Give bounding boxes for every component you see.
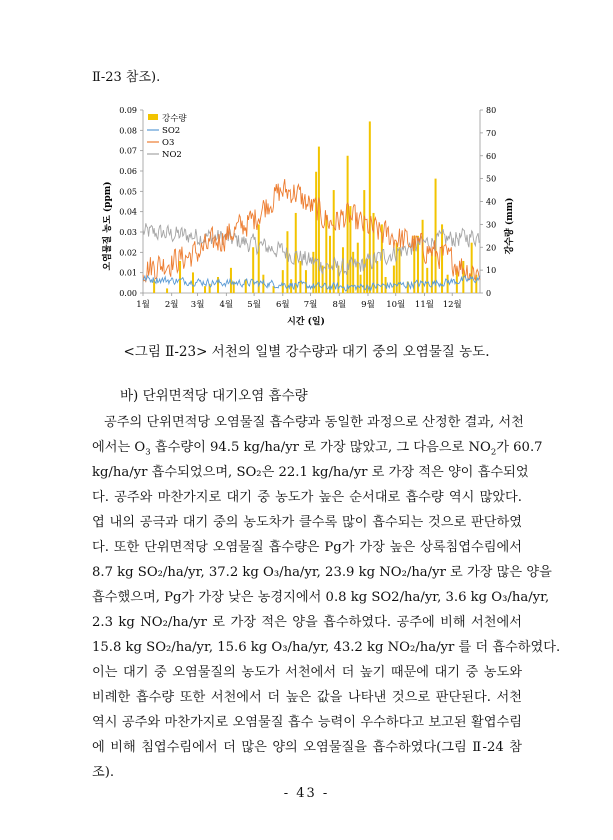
y-right-tick-label: 80 <box>486 106 497 115</box>
body-line: 15.8 kg SO₂/ha/yr, 15.6 kg O₃/ha/yr, 43.2 kg NO₂/ha/yr 를 더 흡수하였다. <box>92 640 561 655</box>
legend-label: 강수량 <box>162 114 187 124</box>
reference-fragment: Ⅱ-23 참조). <box>92 70 161 85</box>
o3-line <box>143 179 480 282</box>
y-left-axis <box>119 106 143 298</box>
y-left-tick-label: 0.06 <box>119 167 137 176</box>
body-line: 조). <box>92 765 115 780</box>
rain-bar <box>398 247 400 293</box>
y-right-tick-label: 70 <box>486 128 497 138</box>
rain-bar <box>179 261 181 293</box>
body-line: 엽 내의 공극과 대기 중의 농도차가 클수록 많이 흡수되는 것으로 판단하였 <box>92 515 522 530</box>
y-left-tick-label: 0.00 <box>119 289 137 298</box>
y-right-tick-label: 10 <box>486 266 497 276</box>
chart-legend <box>147 113 187 160</box>
y-right-tick-label: 30 <box>486 220 497 230</box>
rain-bar <box>447 275 449 293</box>
rain-bar <box>299 261 301 293</box>
rain-bar <box>426 268 428 293</box>
rain-bar <box>286 231 288 293</box>
rain-bar <box>333 190 335 293</box>
rain-bar <box>282 270 284 293</box>
x-tick-label: 6월 <box>275 300 290 310</box>
x-tick-label: 7월 <box>303 300 318 310</box>
y-left-tick-label: 0.03 <box>119 228 137 237</box>
rain-bar <box>305 270 307 293</box>
x-tick-label: 1월 <box>136 300 150 310</box>
y-right-tick-label: 20 <box>486 243 497 253</box>
rain-bar <box>441 224 443 293</box>
rain-bar <box>166 288 168 293</box>
page-number: - 43 - <box>283 786 330 801</box>
rain-bar <box>329 236 331 293</box>
body-line: kg/ha/yr 흡수되었으며, SO₂은 22.1 kg/ha/yr 로 가장 적은 양이 흡수되었 <box>92 465 529 480</box>
rain-bar <box>252 247 254 293</box>
rain-bar <box>245 279 247 293</box>
x-tick-label: 11월 <box>414 300 434 310</box>
rain-bar <box>393 266 395 293</box>
body-line: 공주의 단위면적당 오염물질 흡수량과 동일한 과정으로 산정한 결과, 서천 <box>104 415 524 430</box>
section-title: 바) 단위면적당 대기오염 흡수량 <box>120 388 308 404</box>
x-tick-label: 9월 <box>361 300 375 310</box>
x-tick-label: 4월 <box>219 300 234 310</box>
rain-bar <box>204 286 206 293</box>
x-tick-label: 3월 <box>190 300 205 310</box>
body-line: 8.7 kg SO₂/ha/yr, 37.2 kg O₃/ha/yr, 23.9 kg NO₂/ha/yr 로 가장 많은 양을 <box>92 565 552 580</box>
y-left-tick-label: 0.01 <box>119 268 137 278</box>
body-line: 에서는 $O_3$ 흡수량이 94.5 kg/ha/yr 로 가장 많았고, 그 다음으로 $NO_2$가 60.7 <box>92 440 543 458</box>
body-line: 역시 공주와 마찬가지로 오염물질 흡수 능력이 우수하다고 보고된 활엽수림 <box>92 715 522 730</box>
x-tick-label: 8월 <box>332 300 347 310</box>
y-right-tick-label: 60 <box>486 151 497 161</box>
body-line: 이는 대기 중 오염물질의 농도가 서천에서 더 높기 때문에 대기 중 농도와 <box>92 665 522 680</box>
y-right-tick-label: 50 <box>486 174 497 184</box>
rain-bar <box>325 215 327 293</box>
figure-caption: <그림 Ⅱ-23> 서천의 일별 강수량과 대기 중의 오염물질 농도. <box>123 344 490 360</box>
y-right-tick-label: 40 <box>486 197 497 207</box>
x-tick-label: 10월 <box>386 300 406 310</box>
rain-pollutant-chart <box>88 98 518 338</box>
rain-series <box>153 121 477 293</box>
y-left-label: 오염물질 농도 (ppm) <box>103 181 113 271</box>
y-left-tick-label: 0.09 <box>119 106 137 115</box>
y-left-tick-label: 0.05 <box>119 187 137 197</box>
body-line: 다. 또한 단위면적당 오염물질 흡수량은 Pg가 가장 높은 상록침엽수림에서 <box>92 540 522 555</box>
x-tick-label: 12월 <box>442 300 462 310</box>
body-line: 2.3 kg NO₂/ha/yr 로 가장 적은 양을 흡수하였다. 공주에 비해 서천에서 <box>92 615 522 630</box>
legend-label: O3 <box>162 138 175 148</box>
y-left-tick-label: 0.07 <box>119 146 137 156</box>
x-label: 시간 (일) <box>287 317 325 327</box>
y-left-tick-label: 0.02 <box>119 248 137 258</box>
y-right-axis <box>480 106 496 298</box>
body-line: 에 비해 침엽수림에서 더 많은 양의 오염물질을 흡수하였다(그림 Ⅱ-24 참 <box>92 740 522 755</box>
rain-bar <box>192 272 194 293</box>
x-tick-label: 5월 <box>247 300 261 310</box>
y-right-label: 강수량 (mm) <box>505 197 515 255</box>
legend-swatch-rain <box>148 114 158 120</box>
y-right-tick-label: 0 <box>486 289 492 298</box>
x-tick-label: 2월 <box>164 300 179 310</box>
legend-label: NO2 <box>162 150 182 160</box>
y-left-tick-label: 0.04 <box>119 207 137 217</box>
rain-bar <box>363 190 365 293</box>
x-axis <box>136 293 480 310</box>
rain-bar <box>315 172 317 293</box>
body-line: 다. 공주와 마찬가지로 대기 중 농도가 높은 순서대로 흡수량 역시 많았다. <box>92 490 522 505</box>
rain-bar <box>369 121 371 293</box>
legend-label: SO2 <box>162 126 181 136</box>
body-line: 비례한 흡수량 또한 서천에서 더 높은 값을 나타낸 것으로 판단된다. 서천 <box>92 690 522 705</box>
y-left-tick-label: 0.08 <box>119 126 137 136</box>
body-line: 흡수했으며, Pg가 가장 낮은 농경지에서 0.8 kg SO2/ha/yr, 3.6 kg O₃/ha/yr, <box>92 590 550 605</box>
